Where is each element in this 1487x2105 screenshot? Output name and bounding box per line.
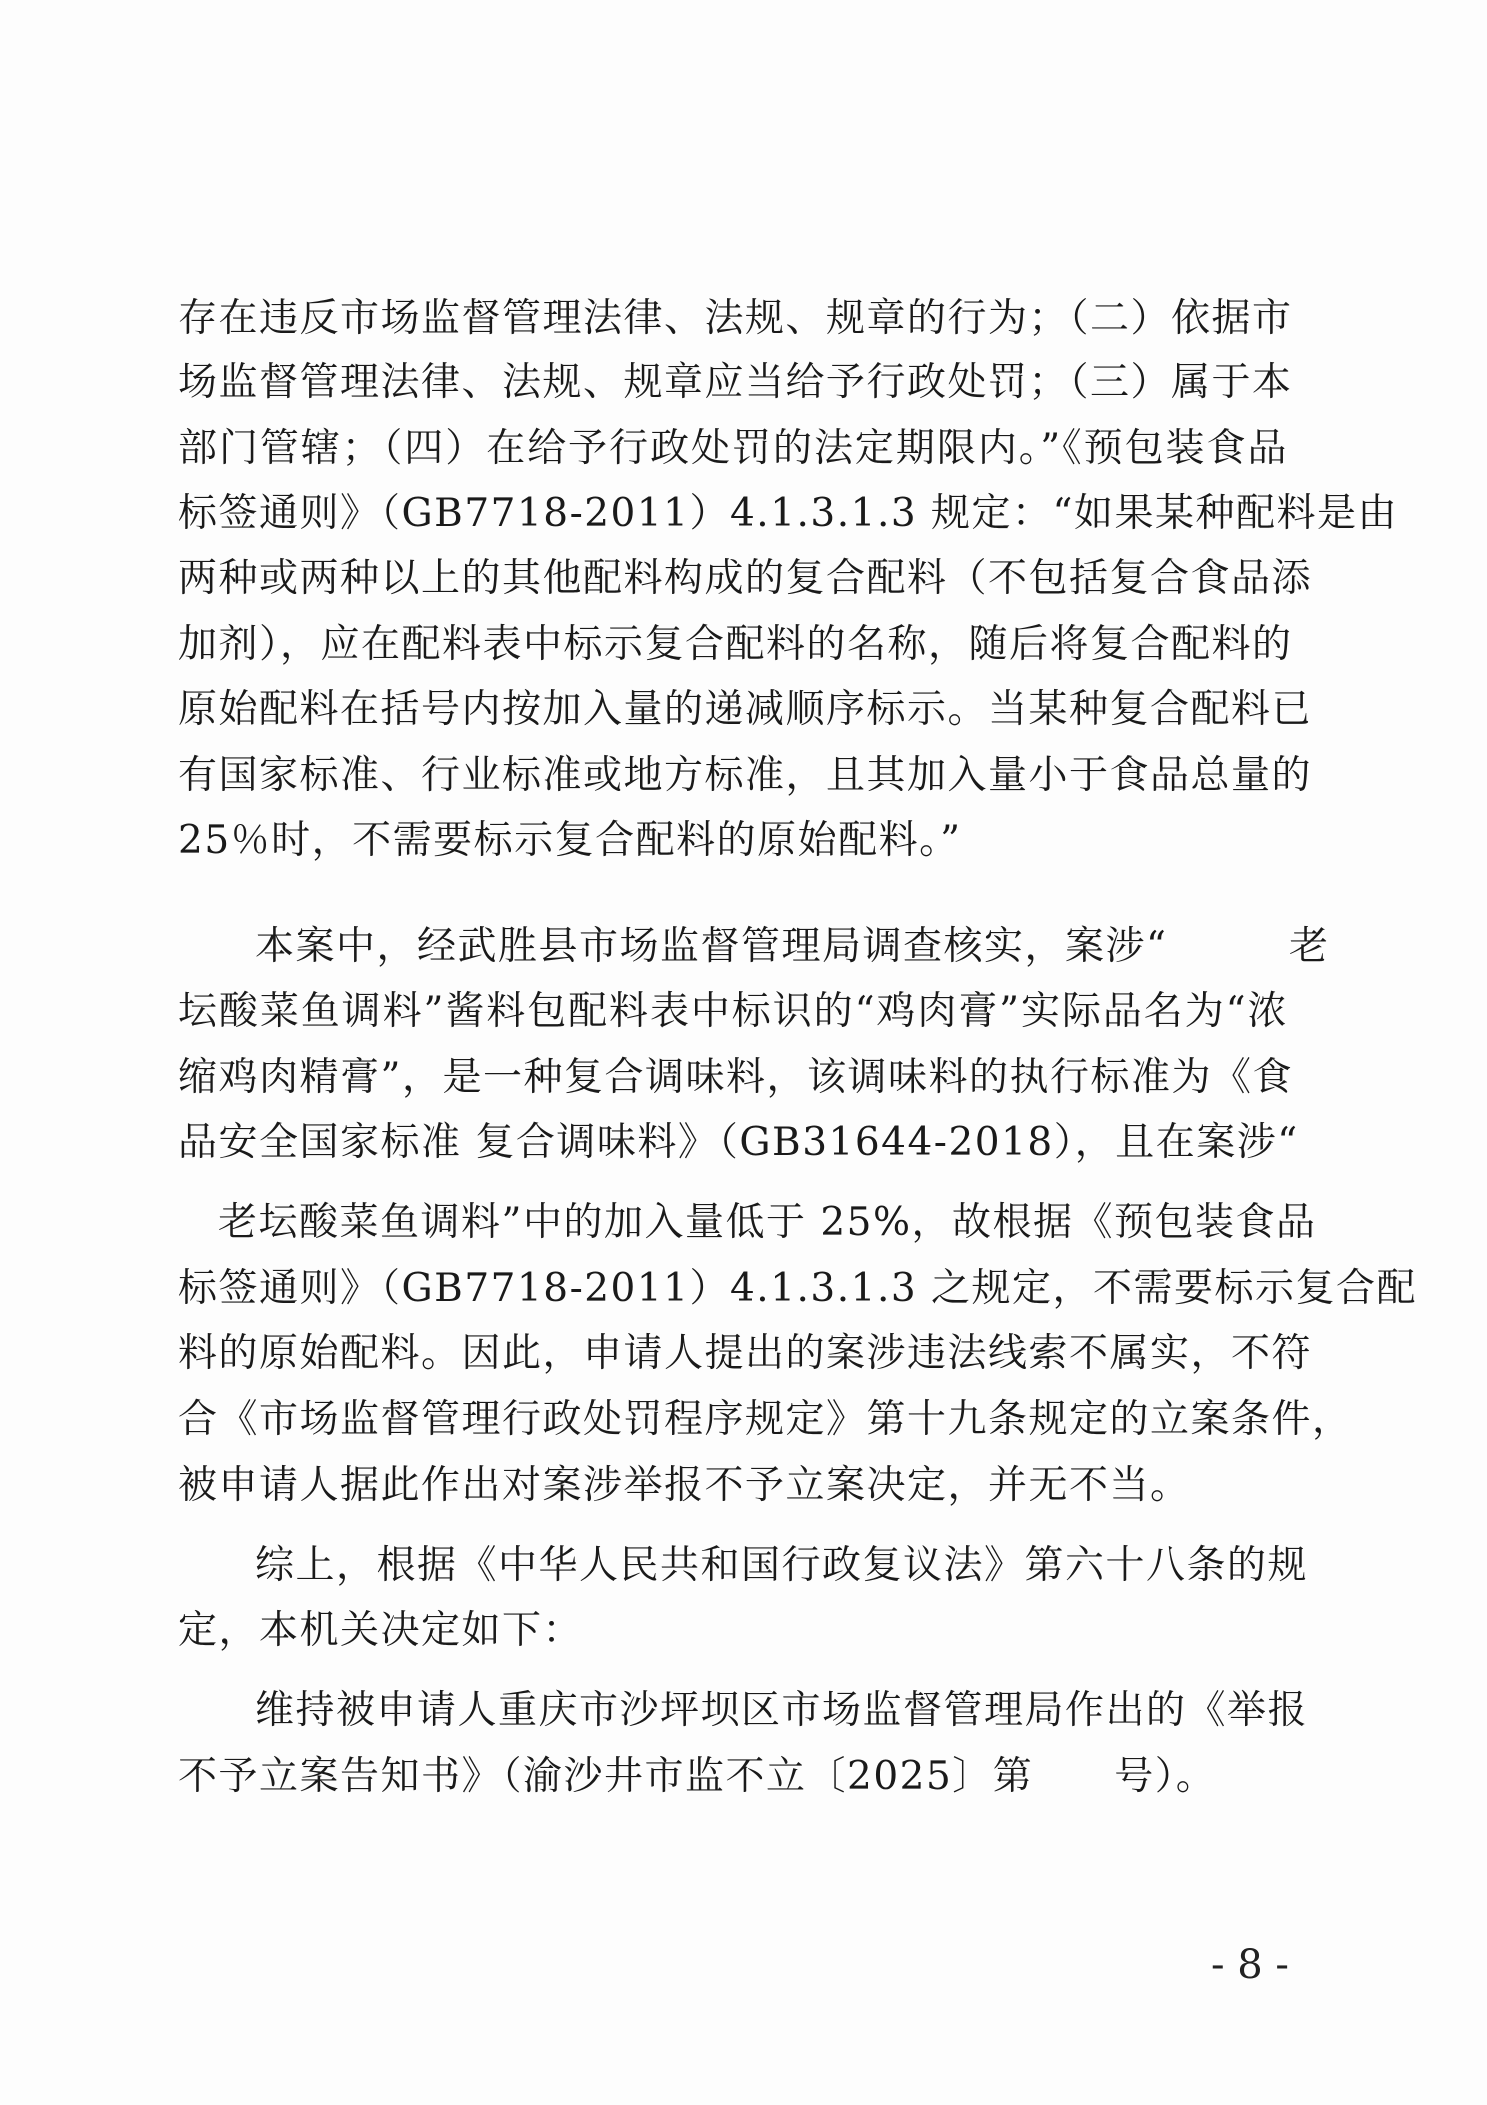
text-line-6: 加剂），应在配料表中标示复合配料的名称，随后将复合配料的 [178,622,1293,667]
text-line-1: 存在违反市场监督管理法律、法规、规章的行为；（二）依据市 [178,296,1293,341]
text-line-11: 坛酸菜鱼调料”酱料包配料表中标识的“鸡肉膏”实际品名为“浓 [178,989,1288,1034]
paragraph-start-case-analysis: 本案中，经武胜县市场监督管理局调查核实，案涉“ 老 [255,924,1330,969]
text-line-13: 品安全国家标准 复合调味料》（GB31644-2018），且在案涉“ [178,1120,1299,1165]
text-line-12: 缩鸡肉精膏”，是一种复合调味料，该调味料的执行标准为《食 [178,1055,1293,1100]
text-line-5: 两种或两种以上的其他配料构成的复合配料（不包括复合食品添 [178,556,1313,601]
text-line-4: 标签通则》（GB7718-2011）4.1.3.1.3 规定：“如果某种配料是由 [178,491,1398,536]
text-line-17: 合《市场监督管理行政处罚程序规定》第十九条规定的立案条件， [178,1397,1353,1442]
text-line-14: 老坛酸菜鱼调料”中的加入量低于 25%，故根据《预包装食品 [218,1200,1317,1245]
page-number: - 8 - [1211,1942,1289,1988]
text-line-3: 部门管辖；（四）在给予行政处罚的法定期限内。”《预包装食品 [178,426,1288,471]
text-line-15: 标签通则》（GB7718-2011）4.1.3.1.3 之规定，不需要标示复合配 [178,1266,1418,1311]
paragraph-start-conclusion: 综上，根据《中华人民共和国行政复议法》第六十八条的规 [255,1543,1309,1588]
text-line-16: 料的原始配料。因此，申请人提出的案涉违法线索不属实，不符 [178,1331,1313,1376]
text-line-2: 场监督管理法律、法规、规章应当给予行政处罚；（三）属于本 [178,360,1293,405]
paragraph-start-decision: 维持被申请人重庆市沙坪坝区市场监督管理局作出的《举报 [255,1688,1309,1733]
text-line-7: 原始配料在括号内按加入量的递减顺序标示。当某种复合配料已 [178,687,1313,732]
text-line-18: 被申请人据此作出对案涉举报不予立案决定，并无不当。 [178,1463,1191,1508]
text-line-9: 25％时，不需要标示复合配料的原始配料。” [178,818,962,863]
text-line-8: 有国家标准、行业标准或地方标准，且其加入量小于食品总量的 [178,753,1313,798]
text-line-20: 定，本机关决定如下： [178,1608,584,1653]
text-line-22: 不予立案告知书》（渝沙井市监不立〔2025〕第 号）。 [178,1754,1217,1799]
